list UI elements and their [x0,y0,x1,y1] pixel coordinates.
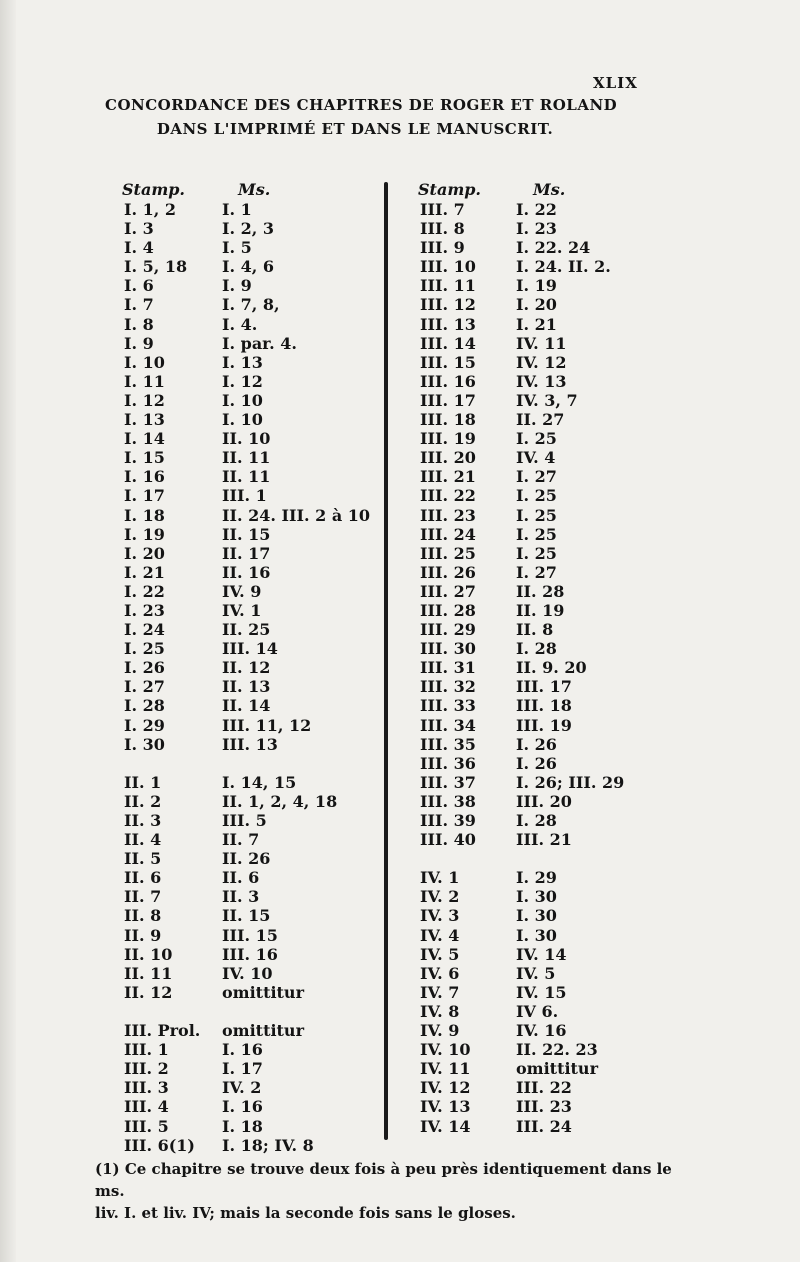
right-stamp-entry: III. 21 [420,467,476,487]
left-stamp-entry: I. 6 [124,276,154,296]
left-stamp-entry: II. 5 [124,849,162,869]
right-ms-entry: III. 20 [516,791,572,811]
right-stamp-entry: IV. 10 [420,1040,471,1060]
left-ms-entry: II. 11 [222,467,271,487]
left-ms-entry: I. 18 [222,1116,263,1136]
left-stamp-entry: III. Prol. [124,1021,201,1041]
right-ms-entry: I. 21 [516,314,557,334]
right-stamp-entry: III. 40 [420,830,476,850]
left-ms-entry: II. 11 [222,448,271,468]
right-ms-entry: IV. 16 [516,1021,567,1041]
section-gap [124,754,200,773]
left-stamp-entry: I. 23 [124,600,165,620]
left-ms-column [222,200,370,1155]
left-stamp-entry: I. 28 [124,696,165,716]
right-stamp-entry: III. 36 [420,753,476,773]
left-stamp-entry: I. 13 [124,410,165,430]
left-ms-entry: II. 6 [222,868,260,888]
left-stamp-entry: III. 4 [124,1097,169,1117]
left-ms-entry: I. 5 [222,238,252,258]
left-ms-entry: III. 1 [222,486,267,506]
left-stamp-entry: II. 3 [124,811,162,830]
left-ms-entry: I. 7, 8, [222,295,280,315]
right-stamp-entry: III. 30 [420,639,476,659]
right-stamp-entry: IV. 13 [420,1097,471,1117]
left-ms-entry: II. 1, 2, 4, 18 [222,791,338,811]
left-stamp-entry: I. 16 [124,467,165,487]
left-ms-entry: II. 13 [222,677,271,697]
left-ms-entry: I. 10 [222,410,263,430]
left-ms-entry: I. 16 [222,1097,263,1117]
right-ms-entry: III. 18 [516,696,572,716]
page-number: XLIX [593,74,638,92]
right-stamp-entry: III. 26 [420,562,476,582]
right-stamp-entry: III. 25 [420,543,476,563]
left-stamp-entry: I. 27 [124,677,165,697]
right-ms-entry: IV. 11 [516,333,567,353]
right-ms-entry: IV. 15 [516,982,567,1002]
left-ms-entry: III. 13 [222,734,278,754]
left-stamp-entry: II. 7 [124,887,162,907]
right-ms-entry: I. 25 [516,505,557,525]
left-ms-entry: II. 12 [222,658,271,678]
left-ms-entry: II. 7 [222,830,260,850]
right-stamp-entry: III. 31 [420,658,476,678]
left-ms-entry: I. 9 [222,276,252,296]
left-stamp-entry: I. 15 [124,448,165,468]
left-ms-entry: III. 5 [222,811,267,830]
section-gap [420,849,476,868]
left-ms-entry: IV. 10 [222,963,273,983]
left-stamp-entry: I. 1, 2 [124,200,177,219]
right-ms-entry: I. 25 [516,429,557,449]
right-ms-entry: IV 6. [516,1001,559,1021]
left-stamp-entry: II. 12 [124,982,173,1002]
right-stamp-entry: III. 19 [420,429,476,449]
right-ms-entry: IV. 14 [516,944,567,964]
footnote-line-1: (1) Ce chapitre se trouve deux fois à peu près identiquement dans le ms. [95,1160,672,1200]
right-stamp-entry: III. 12 [420,295,476,315]
right-stamp-entry: III. 24 [420,524,476,544]
left-stamp-entry: III. 5 [124,1116,169,1136]
section-gap [516,849,624,868]
right-ms-entry: IV. 4 [516,448,556,468]
right-stamp-entry: III. 33 [420,696,476,716]
right-ms-entry: II. 27 [516,410,565,430]
section-gap [222,754,370,773]
right-ms-entry: I. 30 [516,887,557,907]
left-stamp-entry: I. 22 [124,581,165,601]
left-ms-entry: I. 16 [222,1040,263,1060]
right-stamp-entry: IV. 11 [420,1059,471,1079]
left-stamp-column [124,200,200,1155]
left-ms-entry: II. 3 [222,887,260,907]
left-stamp-entry: I. 7 [124,295,154,315]
right-stamp-entry: III. 22 [420,486,476,506]
left-ms-entry: I. 1 [222,200,252,219]
right-stamp-entry: III. 29 [420,620,476,640]
right-ms-entry: II. 22. 23 [516,1040,598,1060]
left-ms-entry: II. 25 [222,620,271,640]
right-ms-entry: II. 28 [516,581,565,601]
left-ms-entry: I. par. 4. [222,333,297,353]
left-stamp-entry: I. 3 [124,219,154,239]
right-stamp-entry: III. 27 [420,581,476,601]
right-ms-entry: I. 22. 24 [516,238,591,258]
right-stamp-entry: III. 38 [420,791,476,811]
left-ms-entry: IV. 9 [222,581,262,601]
right-stamp-entry: III. 15 [420,352,476,372]
left-stamp-entry: I. 14 [124,429,165,449]
footnote [95,1158,675,1224]
left-stamp-entry: I. 8 [124,314,154,334]
left-ms-entry: II. 14 [222,696,271,716]
right-ms-column [516,200,624,1136]
right-stamp-entry: III. 28 [420,600,476,620]
right-ms-entry: I. 20 [516,295,557,315]
right-ms-entry: IV. 5 [516,963,556,983]
left-stamp-entry: II. 9 [124,925,162,945]
right-ms-header: Ms. [533,180,566,199]
left-ms-entry: II. 16 [222,562,271,582]
left-stamp-entry: I. 21 [124,562,165,582]
right-ms-entry: I. 25 [516,543,557,563]
left-ms-entry: III. 11, 12 [222,715,312,735]
right-ms-entry: IV. 12 [516,352,567,372]
right-stamp-entry: III. 13 [420,314,476,334]
right-stamp-entry: IV. 3 [420,906,460,926]
left-stamp-entry: II. 2 [124,791,162,811]
left-stamp-entry: I. 5, 18 [124,257,188,277]
right-stamp-entry: IV. 6 [420,963,460,983]
right-stamp-entry: III. 39 [420,811,476,830]
footnote-line-2: liv. I. et liv. IV; mais la seconde fois sans le gloses. [95,1204,516,1222]
left-stamp-entry: I. 24 [124,620,165,640]
right-stamp-entry: IV. 12 [420,1078,471,1098]
right-stamp-entry: IV. 14 [420,1116,471,1136]
right-stamp-entry: IV. 9 [420,1021,460,1041]
right-stamp-entry: III. 32 [420,677,476,697]
right-stamp-entry: IV. 5 [420,944,460,964]
right-ms-entry: omittitur [516,1059,598,1079]
right-ms-entry: III. 22 [516,1078,572,1098]
left-stamp-entry: I. 25 [124,639,165,659]
right-ms-entry: IV. 3, 7 [516,390,578,410]
left-ms-entry: omittitur [222,1021,304,1041]
left-stamp-entry: II. 8 [124,906,162,926]
section-gap [124,1002,200,1021]
right-ms-entry: II. 9. 20 [516,658,587,678]
left-ms-entry: II. 15 [222,524,271,544]
right-stamp-entry: III. 23 [420,505,476,525]
right-ms-entry: III. 23 [516,1097,572,1117]
left-ms-entry: I. 2, 3 [222,219,275,239]
left-stamp-entry: I. 30 [124,734,165,754]
left-ms-entry: II. 24. III. 2 à 10 [222,505,371,525]
right-stamp-entry: III. 8 [420,219,465,239]
left-ms-entry: IV. 1 [222,600,262,620]
left-ms-entry: I. 4, 6 [222,257,275,277]
left-stamp-header: Stamp. [122,180,185,199]
left-ms-entry: omittitur [222,982,304,1002]
right-stamp-entry: III. 14 [420,333,476,353]
right-ms-entry: III. 17 [516,677,572,697]
left-stamp-entry: II. 10 [124,944,173,964]
left-ms-entry: I. 4. [222,314,258,334]
right-ms-entry: I. 30 [516,906,557,926]
left-stamp-entry: I. 17 [124,486,165,506]
right-ms-entry: II. 8 [516,620,554,640]
right-stamp-entry: III. 37 [420,772,476,792]
right-ms-entry: I. 23 [516,219,557,239]
left-stamp-entry: II. 6 [124,868,162,888]
left-stamp-entry: III. 3 [124,1078,169,1098]
left-ms-entry: I. 13 [222,352,263,372]
page-subtitle: DANS L'IMPRIMÉ ET DANS LE MANUSCRIT. [156,120,554,138]
right-ms-entry: IV. 13 [516,371,567,391]
left-ms-entry: II. 26 [222,849,271,869]
right-ms-entry: I. 27 [516,467,557,487]
left-ms-entry: II. 15 [222,906,271,926]
left-stamp-entry: I. 20 [124,543,165,563]
left-stamp-entry: II. 11 [124,963,173,983]
left-ms-entry: III. 14 [222,639,278,659]
right-ms-entry: I. 26 [516,734,557,754]
section-gap [222,1002,370,1021]
right-ms-entry: III. 21 [516,830,572,850]
right-stamp-entry: III. 20 [420,448,476,468]
right-stamp-entry: III. 17 [420,390,476,410]
left-stamp-entry: III. 2 [124,1059,169,1079]
right-ms-entry: III. 24 [516,1116,572,1136]
left-stamp-entry: III. 6(1) [124,1135,195,1155]
page-edge-shadow [0,0,16,1262]
right-stamp-entry: III. 35 [420,734,476,754]
left-ms-entry: I. 12 [222,371,263,391]
left-ms-entry: I. 14, 15 [222,772,297,792]
left-stamp-entry: II. 4 [124,830,162,850]
right-stamp-entry: IV. 2 [420,887,460,907]
left-stamp-entry: I. 11 [124,371,165,391]
left-ms-entry: II. 17 [222,543,271,563]
right-ms-entry: I. 22 [516,200,557,219]
right-ms-entry: I. 26 [516,753,557,773]
right-ms-entry: I. 24. II. 2. [516,257,611,277]
right-stamp-header: Stamp. [418,180,481,199]
right-ms-entry: I. 29 [516,868,557,888]
left-stamp-entry: III. 1 [124,1040,169,1060]
right-stamp-entry: III. 16 [420,371,476,391]
left-stamp-entry: II. 1 [124,772,162,792]
right-ms-entry: II. 19 [516,600,565,620]
left-ms-header: Ms. [238,180,271,199]
left-stamp-entry: I. 18 [124,505,165,525]
right-stamp-entry: IV. 1 [420,868,460,888]
right-ms-entry: I. 26; III. 29 [516,772,625,792]
right-ms-entry: I. 28 [516,811,557,830]
left-ms-entry: III. 15 [222,925,278,945]
left-ms-entry: IV. 2 [222,1078,262,1098]
left-stamp-entry: I. 26 [124,658,165,678]
right-stamp-entry: III. 7 [420,200,465,219]
right-ms-entry: I. 25 [516,524,557,544]
right-ms-entry: I. 25 [516,486,557,506]
left-stamp-entry: I. 19 [124,524,165,544]
right-stamp-entry: III. 34 [420,715,476,735]
right-ms-entry: I. 27 [516,562,557,582]
left-stamp-entry: I. 12 [124,390,165,410]
column-divider [384,182,388,1140]
right-stamp-entry: III. 11 [420,276,476,296]
right-ms-entry: III. 19 [516,715,572,735]
right-stamp-entry: III. 9 [420,238,465,258]
left-stamp-entry: I. 29 [124,715,165,735]
left-ms-entry: I. 10 [222,390,263,410]
left-ms-entry: I. 18; IV. 8 [222,1135,314,1155]
right-stamp-entry: III. 10 [420,257,476,277]
left-stamp-entry: I. 10 [124,352,165,372]
left-ms-entry: II. 10 [222,429,271,449]
right-stamp-column [420,200,476,1136]
right-stamp-entry: IV. 7 [420,982,460,1002]
right-ms-entry: I. 28 [516,639,557,659]
right-stamp-entry: IV. 8 [420,1001,460,1021]
page-title: CONCORDANCE DES CHAPITRES DE ROGER ET ROLAND [105,96,618,114]
left-stamp-entry: I. 4 [124,238,154,258]
left-stamp-entry: I. 9 [124,333,154,353]
left-ms-entry: I. 17 [222,1059,263,1079]
right-ms-entry: I. 30 [516,925,557,945]
right-stamp-entry: IV. 4 [420,925,460,945]
right-stamp-entry: III. 18 [420,410,476,430]
left-ms-entry: III. 16 [222,944,278,964]
right-ms-entry: I. 19 [516,276,557,296]
